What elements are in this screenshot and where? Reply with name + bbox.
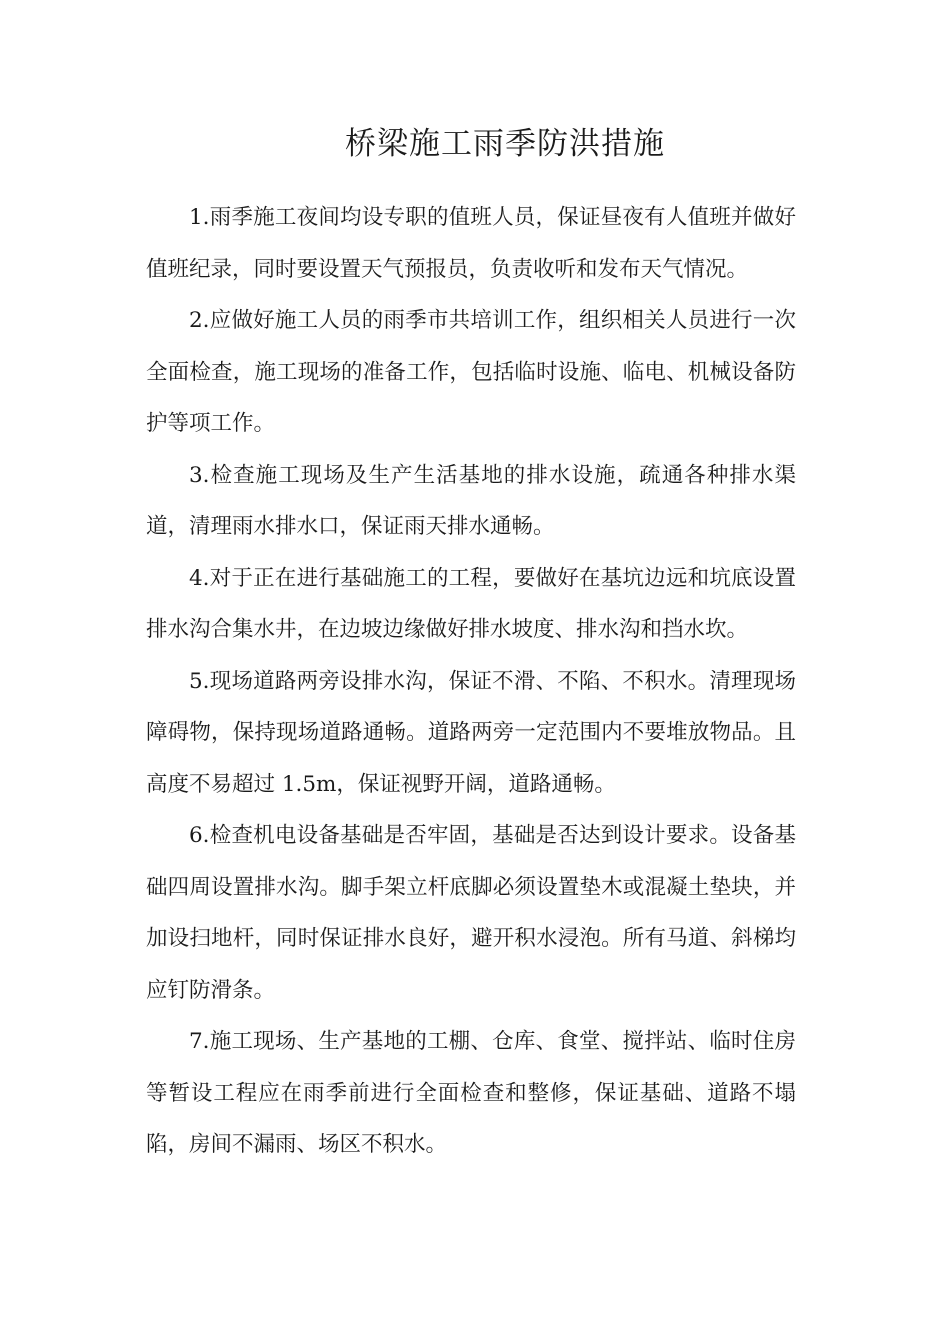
paragraph-2: 2.应做好施工人员的雨季市共培训工作，组织相关人员进行一次全面检查，施工现场的准备工作，包括临时设施、临电、机械设备防护等项工作。 [146,308,796,436]
paragraph-4: 4.对于正在进行基础施工的工程，要做好在基坑边远和坑底设置排水沟合集水井，在边坡边缘做好排水坡度、排水沟和挡水坎。 [146,565,796,642]
paragraph-3: 3.检查施工现场及生产生活基地的排水设施，疏通各种排水渠道，清理雨水排水口，保证雨天排水通畅。 [146,462,796,539]
paragraph-6: 6.检查机电设备基础是否牢固，基础是否达到设计要求。设备基础四周设置排水沟。脚手架立杆底脚必须设置垫木或混凝土垫块，并加设扫地杆，同时保证排水良好，避开积水浸泡。所有马道、斜梯均应钉防滑条。 [146,823,796,1003]
document-body [146,192,796,1171]
paragraph-1: 1.雨季施工夜间均设专职的值班人员，保证昼夜有人值班并做好值班纪录，同时要设置天气预报员，负责收听和发布天气情况。 [146,205,796,282]
document-title: 桥梁施工雨季防洪措施 [345,126,665,162]
paragraph-5: 5.现场道路两旁设排水沟，保证不滑、不陷、不积水。清理现场障碍物，保持现场道路通畅。道路两旁一定范围内不要堆放物品。且高度不易超过 1.5m，保证视野开阔，道路通畅。 [146,668,796,797]
paragraph-7: 7.施工现场、生产基地的工棚、仓库、食堂、搅拌站、临时住房等暂设工程应在雨季前进行全面检查和整修，保证基础、道路不塌陷，房间不漏雨、场区不积水。 [146,1029,796,1157]
